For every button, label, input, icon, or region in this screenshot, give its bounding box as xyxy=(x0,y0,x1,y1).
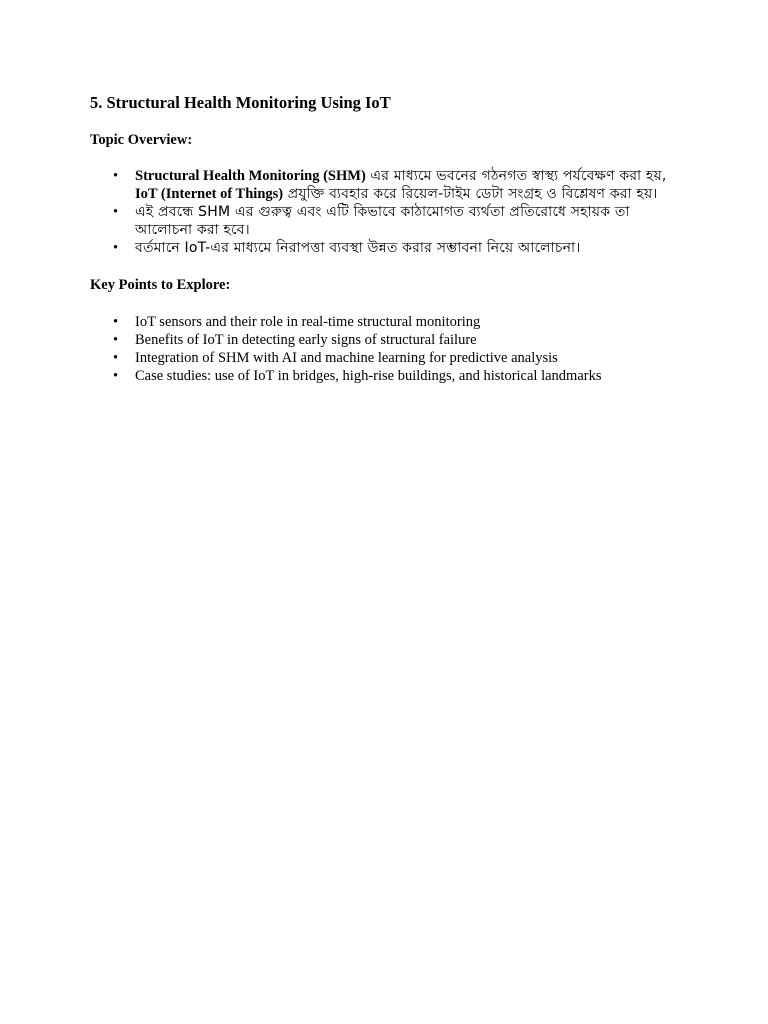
list-item xyxy=(135,239,680,257)
section-heading: 5. Structural Health Monitoring Using IoT xyxy=(90,93,391,112)
document-page xyxy=(90,92,680,385)
bold-term-shm: Structural Health Monitoring (SHM) xyxy=(135,168,366,184)
list-item: • IoT sensors and their role in real-time structural monitoring xyxy=(135,313,680,331)
list-item xyxy=(135,203,680,239)
key-points-heading: Key Points to Explore: xyxy=(90,277,231,293)
key-points-list xyxy=(90,313,680,385)
bold-term-iot: IoT (Internet of Things) xyxy=(135,186,284,202)
topic-overview-list xyxy=(90,167,680,257)
list-item: • Benefits of IoT in detecting early signs of structural failure xyxy=(135,331,680,349)
list-item xyxy=(135,167,680,203)
bengali-text: প্রযুক্তি ব্যবহার করে রিয়েল-টাইম ডেটা সংগ্রহ ও বিশ্লেষণ করা হয়। xyxy=(283,186,658,202)
bengali-text: এই প্রবন্ধে SHM এর গুরুত্ব এবং এটি কিভাবে কাঠামোগত ব্যর্থতা প্রতিরোধে সহায়ক তা আলোচনা করা হবে। xyxy=(135,204,630,238)
list-item: • Case studies: use of IoT in bridges, high-rise buildings, and historical landmarks xyxy=(135,367,680,385)
bengali-text: এর মাধ্যমে ভবনের গঠনগত স্বাস্থ্য পর্যবেক্ষণ করা হয়, xyxy=(365,168,667,184)
list-item: • Integration of SHM with AI and machine learning for predictive analysis xyxy=(135,349,680,367)
bengali-text: বর্তমানে IoT-এর মাধ্যমে নিরাপত্তা ব্যবস্থা উন্নত করার সম্ভাবনা নিয়ে আলোচনা। xyxy=(135,240,581,256)
topic-overview-heading: Topic Overview: xyxy=(90,132,193,148)
